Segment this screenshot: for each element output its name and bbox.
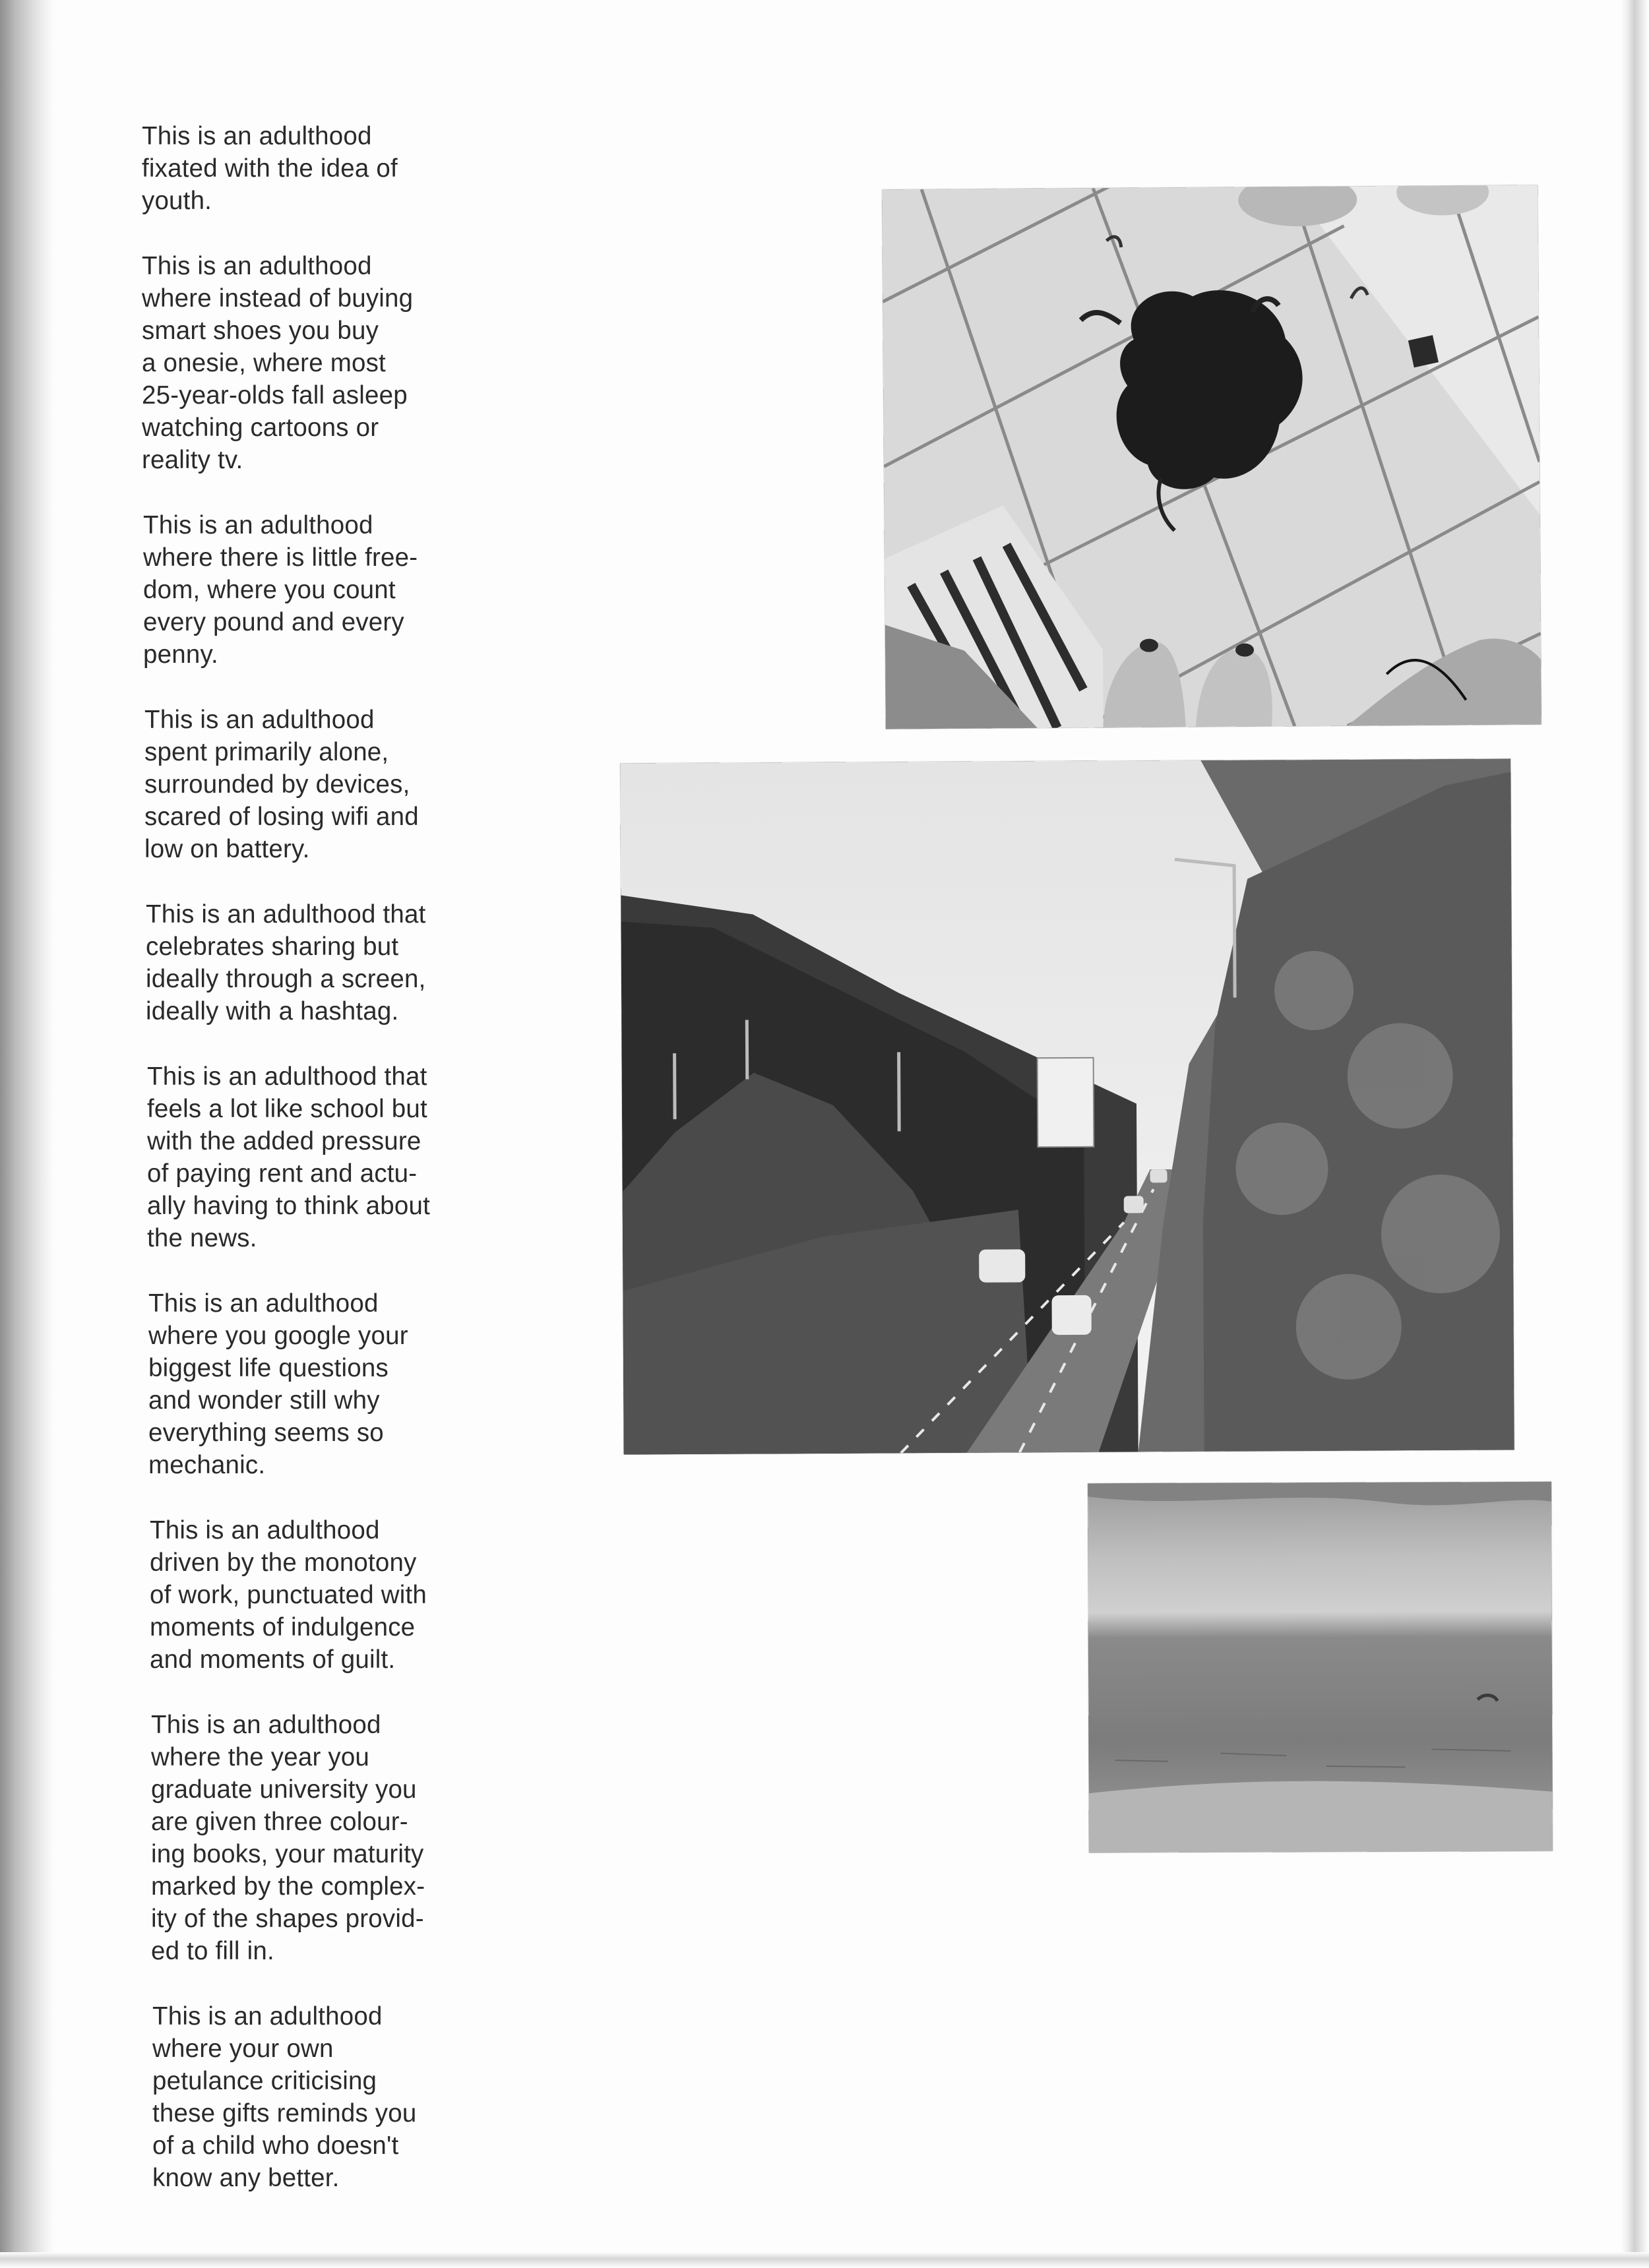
poem-line: where instead of buying bbox=[142, 284, 414, 313]
poem-line: This is an adulthood bbox=[150, 1516, 380, 1545]
poem-paragraph bbox=[151, 1709, 498, 1967]
poem-line: petulance criticising bbox=[152, 2067, 377, 2095]
poem-paragraph bbox=[152, 2000, 498, 2194]
poem-line: graduate university you bbox=[151, 1775, 417, 1804]
photo-cut-hair-on-floor bbox=[882, 185, 1541, 729]
poem-line: low on battery. bbox=[144, 835, 310, 863]
poem-line: a onesie, where most bbox=[142, 349, 386, 377]
poem-line: scared of losing wifi and bbox=[144, 803, 419, 831]
poem-line: everything seems so bbox=[148, 1419, 384, 1447]
poem-line: This is an adulthood bbox=[143, 511, 373, 539]
poem-line: mechanic. bbox=[148, 1451, 266, 1479]
poem-line: celebrates sharing but bbox=[146, 933, 399, 961]
poem-paragraph bbox=[144, 704, 498, 865]
poem-line: where you google your bbox=[148, 1322, 408, 1350]
poem-line: of paying rent and actu- bbox=[147, 1159, 418, 1188]
poem-line: This is an adulthood bbox=[148, 1289, 379, 1318]
poem-line: This is an adulthood bbox=[144, 706, 375, 734]
poem-paragraph bbox=[148, 1287, 498, 1481]
poem-line: youth. bbox=[142, 187, 212, 215]
poem-line: driven by the monotony bbox=[150, 1548, 417, 1577]
poem-line: dom, where you count bbox=[143, 576, 396, 604]
poem-line: these gifts reminds you bbox=[152, 2099, 417, 2128]
poem-line: the news. bbox=[147, 1224, 257, 1252]
poem-paragraph bbox=[150, 1514, 498, 1676]
poem-line: biggest life questions bbox=[148, 1354, 389, 1382]
poem-line: penny. bbox=[143, 640, 218, 669]
poem-line: This is an adulthood that bbox=[146, 900, 426, 929]
poem-line: where your own bbox=[152, 2035, 334, 2063]
poem-line: reality tv. bbox=[142, 446, 243, 474]
page-right-edge bbox=[1621, 0, 1649, 2268]
poem-line: marked by the complex- bbox=[151, 1872, 425, 1901]
poem-line: where there is little free- bbox=[143, 543, 418, 572]
poem-line: are given three colour- bbox=[151, 1808, 408, 1836]
poem-line: smart shoes you buy bbox=[142, 317, 379, 345]
photo-road-with-trees bbox=[620, 758, 1514, 1454]
page-bottom-edge bbox=[0, 2252, 1649, 2268]
poem-line: This is an adulthood bbox=[151, 1711, 381, 1739]
poem-line: feels a lot like school but bbox=[147, 1095, 427, 1123]
poem-line: This is an adulthood bbox=[142, 252, 372, 280]
poem-line: ing books, your maturity bbox=[151, 1840, 424, 1868]
poem-paragraph bbox=[142, 120, 498, 217]
poem-line: with the added pressure bbox=[147, 1127, 421, 1155]
poem-line: This is an adulthood that bbox=[147, 1062, 427, 1091]
poem-line: every pound and every bbox=[143, 608, 404, 636]
poem-line: 25-year-olds fall asleep bbox=[142, 381, 408, 410]
poem-paragraph bbox=[143, 509, 498, 671]
poem-line: ed to fill in. bbox=[151, 1937, 274, 1965]
poem-line: ally having to think about bbox=[147, 1192, 430, 1220]
poem-paragraph bbox=[147, 1060, 498, 1254]
book-spine-shadow bbox=[0, 0, 53, 2268]
poem-line: surrounded by devices, bbox=[144, 770, 410, 799]
poem-line: watching cartoons or bbox=[142, 414, 379, 442]
poem-line: This is an adulthood bbox=[152, 2002, 383, 2031]
poem-paragraph bbox=[142, 250, 498, 476]
poem-paragraph bbox=[146, 898, 498, 1027]
photo-empty-beach bbox=[1088, 1482, 1553, 1853]
poem-line: know any better. bbox=[152, 2164, 340, 2192]
poem-line: This is an adulthood bbox=[142, 122, 372, 150]
poem-line: ity of the shapes provid- bbox=[151, 1905, 424, 1933]
poem-line: of work, punctuated with bbox=[150, 1581, 427, 1609]
poem-line: spent primarily alone, bbox=[144, 738, 389, 766]
poem-line: and moments of guilt. bbox=[150, 1645, 396, 1674]
poem-line: and wonder still why bbox=[148, 1386, 380, 1415]
poem-line: of a child who doesn't bbox=[152, 2131, 399, 2160]
poem-line: ideally with a hashtag. bbox=[146, 997, 399, 1026]
poem-text-column bbox=[142, 120, 498, 2227]
poem-line: moments of indulgence bbox=[150, 1613, 416, 1641]
poem-line: where the year you bbox=[151, 1743, 370, 1771]
poem-line: ideally through a screen, bbox=[146, 965, 426, 993]
poem-line: fixated with the idea of bbox=[142, 154, 398, 183]
